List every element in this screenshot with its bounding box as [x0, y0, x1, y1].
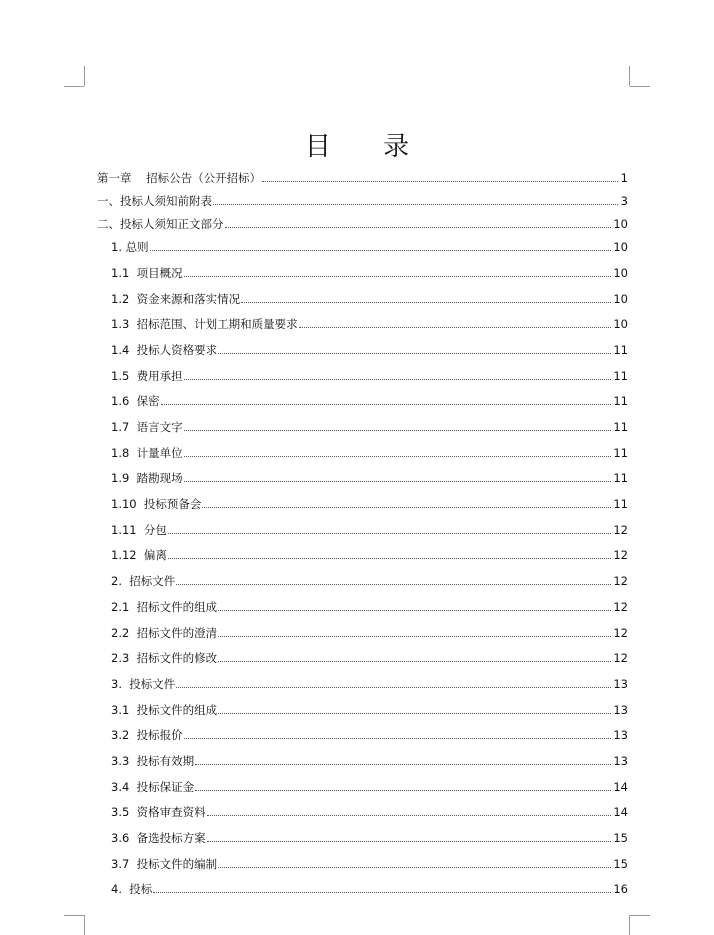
toc-dot-leader	[153, 891, 611, 893]
toc-entry[interactable]	[97, 720, 628, 742]
toc-dot-leader	[207, 814, 612, 816]
toc-dot-leader	[150, 249, 612, 251]
toc-dot-leader	[195, 789, 611, 791]
toc-entry-label: 1.12 偏离	[111, 548, 167, 562]
toc-dot-leader	[176, 686, 611, 688]
toc-entry-page-number: 12	[613, 523, 628, 537]
toc-dot-leader	[184, 737, 612, 739]
toc-entry[interactable]	[97, 849, 628, 871]
toc-entry-label: 第一章 招标公告（公开招标）	[97, 171, 262, 185]
toc-entry[interactable]	[97, 186, 628, 208]
toc-entry-page-number: 3	[620, 194, 628, 208]
toc-entry-page-number: 12	[613, 548, 628, 562]
toc-entry[interactable]	[97, 823, 628, 845]
toc-entry-page-number: 11	[613, 420, 628, 434]
crop-mark-top-right-h	[630, 86, 650, 87]
toc-entry[interactable]	[97, 361, 628, 383]
toc-entry[interactable]	[97, 592, 628, 614]
toc-entry-page-number: 12	[613, 574, 628, 588]
toc-entry-label: 4. 投标	[111, 882, 153, 896]
toc-entry-label: 2. 招标文件	[111, 574, 176, 588]
toc-entry-label: 1.11 分包	[111, 523, 167, 537]
toc-dot-leader	[184, 429, 612, 431]
toc-dot-leader	[168, 557, 611, 559]
toc-dot-leader	[262, 180, 618, 182]
crop-mark-top-left-v	[84, 66, 85, 86]
toc-entry-label: 3.2 投标报价	[111, 728, 183, 742]
toc-entry[interactable]	[97, 258, 628, 280]
toc-dot-leader	[299, 326, 612, 328]
crop-mark-top-left-h	[64, 86, 84, 87]
toc-dot-leader	[161, 403, 612, 405]
toc-entry-label: 1.3 招标范围、计划工期和质量要求	[111, 317, 298, 331]
toc-entry-label: 二、投标人须知正文部分	[97, 217, 224, 231]
toc-dot-leader	[218, 660, 611, 662]
toc-entry-label: 1.9 踏勘现场	[111, 471, 183, 485]
toc-entry-label: 1.4 投标人资格要求	[111, 343, 218, 357]
toc-dot-leader	[213, 203, 618, 205]
toc-entry[interactable]	[97, 695, 628, 717]
toc-entry-page-number: 13	[613, 754, 628, 768]
toc-entry-label: 2.3 招标文件的修改	[111, 651, 218, 665]
toc-entry[interactable]	[97, 874, 628, 896]
toc-entry-page-number: 11	[613, 343, 628, 357]
toc-dot-leader	[218, 635, 611, 637]
toc-entry-label: 2.2 招标文件的澄清	[111, 626, 218, 640]
toc-dot-leader	[207, 840, 612, 842]
toc-entry-page-number: 12	[613, 626, 628, 640]
toc-dot-leader	[184, 480, 612, 482]
toc-entry[interactable]	[97, 386, 628, 408]
crop-mark-bottom-left-v	[84, 915, 85, 935]
toc-entry-label: 3.6 备选投标方案	[111, 831, 206, 845]
toc-entry[interactable]	[97, 797, 628, 819]
toc-dot-leader	[225, 226, 612, 228]
toc-entry-page-number: 12	[613, 600, 628, 614]
toc-entry-page-number: 11	[613, 369, 628, 383]
toc-dot-leader	[184, 378, 612, 380]
toc-entry-label: 3.1 投标文件的组成	[111, 703, 218, 717]
toc-entry[interactable]	[97, 489, 628, 511]
toc-entry-page-number: 16	[613, 882, 628, 896]
toc-entry-page-number: 13	[613, 728, 628, 742]
toc-entry[interactable]	[97, 412, 628, 434]
page-title: 目 录	[304, 132, 432, 162]
crop-mark-bottom-right-h	[630, 915, 650, 916]
toc-entry-label: 3.4 投标保证金	[111, 780, 195, 794]
toc-entry[interactable]	[97, 540, 628, 562]
toc-entry-page-number: 14	[613, 805, 628, 819]
toc-entry-page-number: 1	[620, 171, 628, 185]
toc-entry-label: 1.2 资金来源和落实情况	[111, 292, 241, 306]
crop-mark-bottom-right-v	[629, 915, 630, 935]
toc-entry-page-number: 10	[613, 292, 628, 306]
toc-entry-label: 1.6 保密	[111, 394, 160, 408]
toc-dot-leader	[168, 532, 611, 534]
toc-entry[interactable]	[97, 284, 628, 306]
toc-dot-leader	[202, 506, 611, 508]
toc-entry-page-number: 10	[613, 266, 628, 280]
toc-entry-page-number: 11	[613, 471, 628, 485]
toc-entry-label: 1.1 项目概况	[111, 266, 183, 280]
toc-entry-page-number: 10	[613, 217, 628, 231]
toc-entry-label: 1.7 语言文字	[111, 420, 183, 434]
toc-dot-leader	[218, 352, 611, 354]
toc-entry-label: 1. 总则	[111, 240, 149, 254]
toc-entry-page-number: 14	[613, 780, 628, 794]
toc-dot-leader	[218, 712, 611, 714]
toc-entry-label: 1.5 费用承担	[111, 369, 183, 383]
toc-dot-leader	[241, 301, 611, 303]
toc-entry[interactable]	[97, 163, 628, 185]
toc-dot-leader	[218, 609, 611, 611]
toc-entry-page-number: 15	[613, 831, 628, 845]
toc-entry-label: 1.8 计量单位	[111, 446, 183, 460]
toc-entry[interactable]	[97, 618, 628, 640]
toc-dot-leader	[176, 583, 611, 585]
toc-entry[interactable]	[97, 209, 628, 231]
toc-entry-label: 3.5 资格审查资料	[111, 805, 206, 819]
toc-dot-leader	[218, 866, 611, 868]
toc-dot-leader	[184, 275, 612, 277]
toc-entry-page-number: 11	[613, 497, 628, 511]
toc-dot-leader	[184, 455, 612, 457]
toc-entry[interactable]	[97, 438, 628, 460]
toc-entry[interactable]	[97, 643, 628, 665]
toc-entry-page-number: 13	[613, 677, 628, 691]
toc-dot-leader	[195, 763, 611, 765]
toc-entry[interactable]	[97, 772, 628, 794]
toc-entry[interactable]	[97, 566, 628, 588]
toc-entry-page-number: 10	[613, 317, 628, 331]
toc-entry-label: 1.10 投标预备会	[111, 497, 202, 511]
toc-entry[interactable]	[97, 463, 628, 485]
toc-entry[interactable]	[97, 232, 628, 254]
toc-entry[interactable]	[97, 309, 628, 331]
toc-entry[interactable]	[97, 515, 628, 537]
toc-entry-label: 3. 投标文件	[111, 677, 176, 691]
toc-entry-page-number: 10	[613, 240, 628, 254]
toc-entry-label: 3.3 投标有效期	[111, 754, 195, 768]
toc-entry-page-number: 11	[613, 446, 628, 460]
crop-mark-top-right-v	[629, 66, 630, 86]
toc-entry-page-number: 15	[613, 857, 628, 871]
toc-entry-label: 2.1 招标文件的组成	[111, 600, 218, 614]
toc-entry-label: 3.7 投标文件的编制	[111, 857, 218, 871]
toc-entry-page-number: 13	[613, 703, 628, 717]
toc-entry[interactable]	[97, 335, 628, 357]
crop-mark-bottom-left-h	[64, 915, 84, 916]
toc-entry-page-number: 12	[613, 651, 628, 665]
toc-entry-label: 一、投标人须知前附表	[97, 194, 212, 208]
toc-entry[interactable]	[97, 669, 628, 691]
toc-entry[interactable]	[97, 746, 628, 768]
toc-entry-page-number: 11	[613, 394, 628, 408]
